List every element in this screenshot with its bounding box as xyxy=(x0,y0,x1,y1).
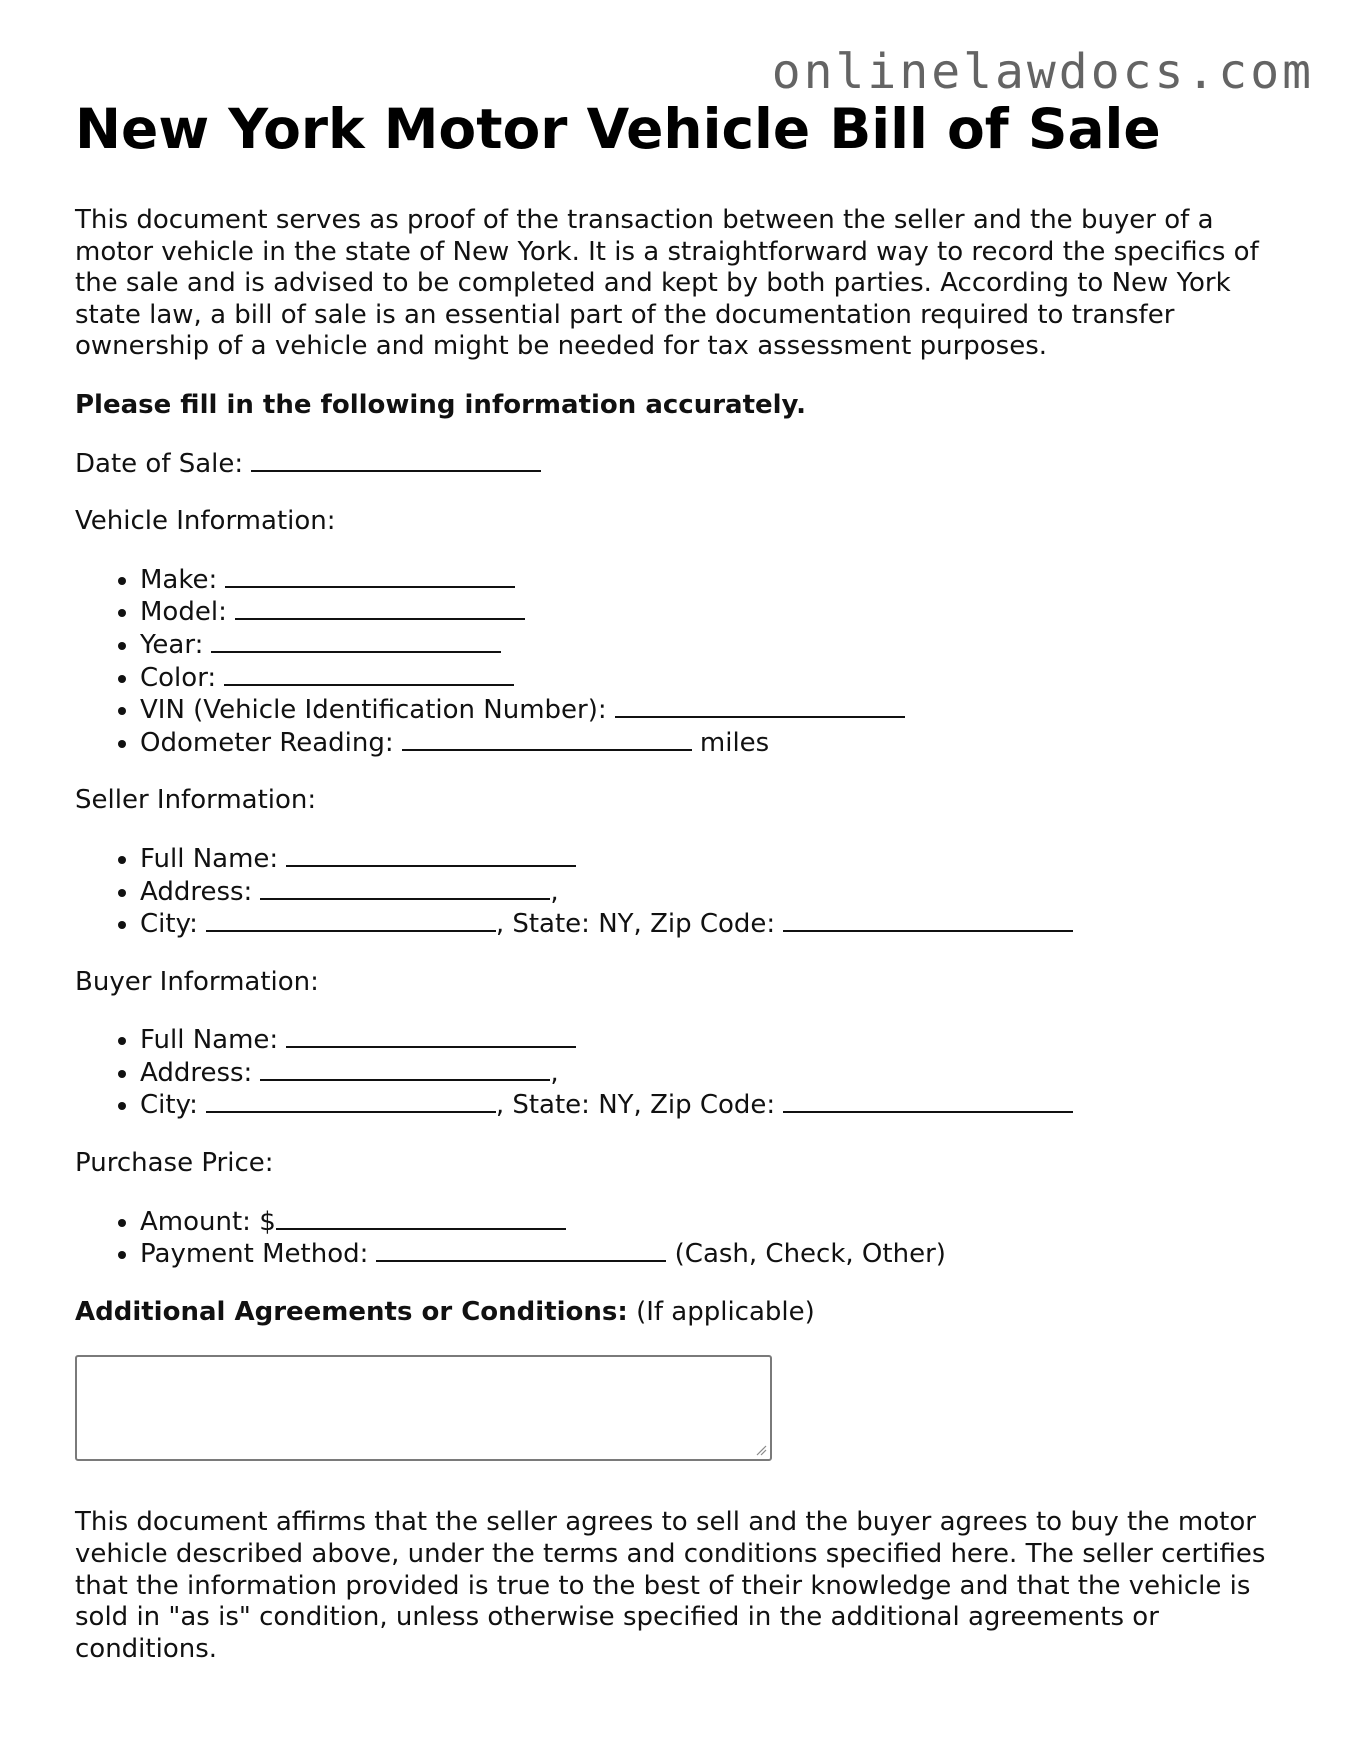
year-blank[interactable] xyxy=(211,629,501,653)
resize-handle-icon[interactable] xyxy=(755,1444,767,1456)
additional-conditions-textarea[interactable] xyxy=(75,1355,772,1461)
payment-options: (Cash, Check, Other) xyxy=(674,1239,946,1270)
color-blank[interactable] xyxy=(224,662,514,686)
additional-note: (If applicable) xyxy=(636,1296,815,1327)
buyer-info-list xyxy=(75,1024,1295,1122)
seller-name-label: Full Name: xyxy=(140,843,279,874)
list-item xyxy=(140,1238,1295,1271)
list-item xyxy=(140,564,1295,597)
odometer-unit: miles xyxy=(699,727,770,758)
list-item xyxy=(140,908,1295,941)
list-item xyxy=(140,1206,1295,1239)
list-item xyxy=(140,629,1295,662)
instruction-text: Please fill in the following information accurately. xyxy=(75,389,806,420)
vin-blank[interactable] xyxy=(615,694,905,718)
make-blank[interactable] xyxy=(225,564,515,588)
payment-method-label: Payment Method: xyxy=(140,1239,369,1270)
odometer-blank[interactable] xyxy=(402,727,692,751)
buyer-city-label: City: xyxy=(140,1090,198,1121)
list-item xyxy=(140,727,1295,760)
list-item xyxy=(140,1089,1295,1122)
date-of-sale-label: Date of Sale: xyxy=(75,448,244,479)
vehicle-heading: Vehicle Information: xyxy=(75,506,336,537)
seller-address-comma: , xyxy=(550,876,559,907)
make-label: Make: xyxy=(140,564,218,595)
seller-state-zip-label: , State: NY, Zip Code: xyxy=(495,909,776,940)
purchase-heading: Purchase Price: xyxy=(75,1148,274,1179)
list-item xyxy=(140,876,1295,909)
buyer-name-label: Full Name: xyxy=(140,1025,279,1056)
vehicle-info-list xyxy=(75,564,1295,760)
amount-blank[interactable] xyxy=(276,1206,566,1230)
buyer-address-blank[interactable] xyxy=(260,1057,550,1081)
list-item xyxy=(140,596,1295,629)
additional-title: Additional Agreements or Conditions: xyxy=(75,1296,628,1327)
buyer-address-comma: , xyxy=(550,1057,559,1088)
buyer-heading: Buyer Information: xyxy=(75,966,319,997)
model-label: Model: xyxy=(140,597,227,628)
document-page xyxy=(75,96,1295,1665)
seller-heading: Seller Information: xyxy=(75,785,317,816)
date-of-sale-row xyxy=(75,448,1295,481)
seller-address-blank[interactable] xyxy=(260,876,550,900)
vin-label: VIN (Vehicle Identification Number): xyxy=(140,695,607,726)
purchase-info-list xyxy=(75,1206,1295,1271)
seller-name-blank[interactable] xyxy=(286,843,576,867)
odometer-label: Odometer Reading: xyxy=(140,727,394,758)
buyer-state-zip-label: , State: NY, Zip Code: xyxy=(495,1090,776,1121)
seller-address-label: Address: xyxy=(140,876,253,907)
closing-paragraph: This document affirms that the seller agrees to sell and the buyer agrees to buy the motor vehicle described above, under the terms and conditions specified here. The seller certifies that the information provided is true to the best of their knowledge and that the vehicle is sold in "as is" condition, unless otherwise specified in the additional agreements or conditions. xyxy=(75,1507,1266,1664)
list-item xyxy=(140,1057,1295,1090)
year-label: Year: xyxy=(140,629,204,660)
watermark: onlinelawdocs.com xyxy=(771,44,1314,100)
list-item xyxy=(140,1024,1295,1057)
buyer-name-blank[interactable] xyxy=(286,1024,576,1048)
color-label: Color: xyxy=(140,662,217,693)
date-of-sale-blank[interactable] xyxy=(251,448,541,472)
buyer-address-label: Address: xyxy=(140,1057,253,1088)
amount-label: Amount: $ xyxy=(140,1206,276,1237)
seller-zip-blank[interactable] xyxy=(783,908,1073,932)
document-title: New York Motor Vehicle Bill of Sale xyxy=(75,97,1161,161)
seller-city-blank[interactable] xyxy=(206,908,496,932)
list-item xyxy=(140,694,1295,727)
list-item xyxy=(140,843,1295,876)
buyer-zip-blank[interactable] xyxy=(783,1089,1073,1113)
list-item xyxy=(140,662,1295,695)
buyer-city-blank[interactable] xyxy=(206,1089,496,1113)
seller-info-list xyxy=(75,843,1295,941)
payment-method-blank[interactable] xyxy=(376,1238,666,1262)
model-blank[interactable] xyxy=(235,596,525,620)
additional-heading xyxy=(75,1297,1295,1329)
intro-paragraph: This document serves as proof of the transaction between the seller and the buyer of a motor vehicle in the state of New York. It is a straightforward way to record the specifics of the sale and is advised to be completed and kept by both parties. According to New York state law, a bill of sale is an essential part of the documentation required to transfer ownership of a vehicle and might be needed for tax assessment purposes. xyxy=(75,205,1259,362)
seller-city-label: City: xyxy=(140,909,198,940)
